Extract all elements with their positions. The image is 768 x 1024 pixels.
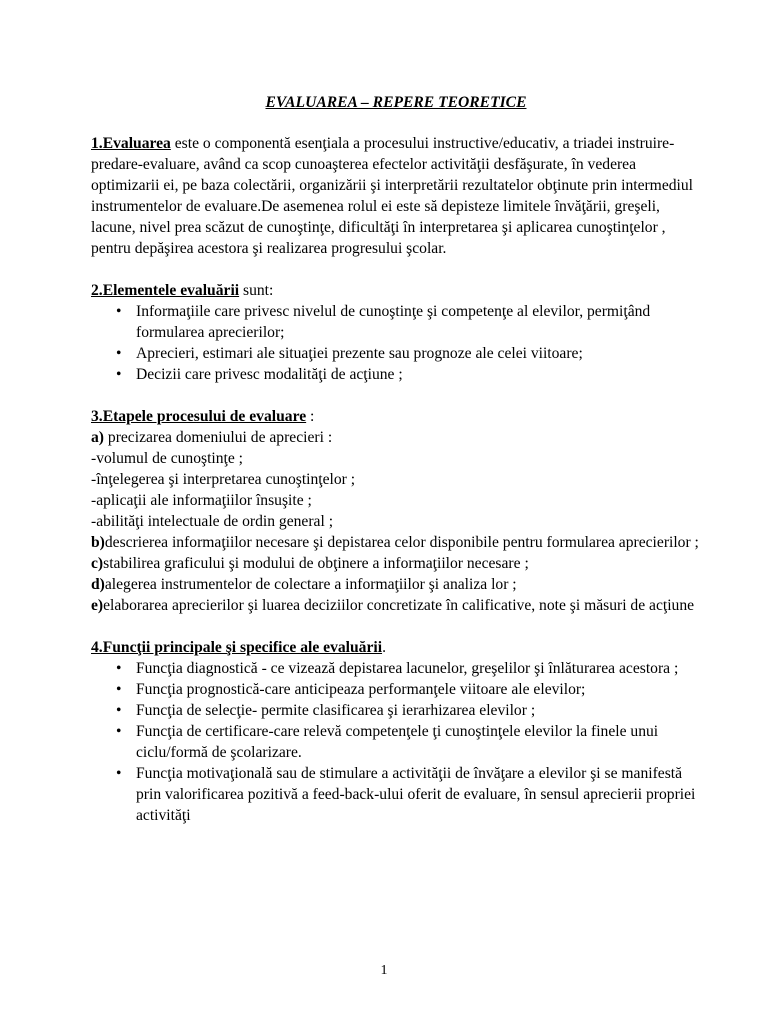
step-e-label: e)	[91, 597, 104, 614]
section-1-text: este o componentă esenţiala a procesului instructive/educativ, a triadei instruire-predare-evaluare, având ca scop cunoaşterea efectelor activităţii desfăşurate, în vederea optimizarii ei, pe baza colectării, organizării şi interpretării rezultatelor obţinute prin intermediul instrumentelor de evaluare.De asemenea rolul ei este să depisteze limitele învăţării, greşeli, lacune, nivel prea scăzut de cunoştinţe, dificultăţi în interpretarea şi aplicarea cunoştinţelor , pentru depăşirea acestora şi realizarea progresului şcolar.	[91, 135, 693, 257]
document-title: EVALUAREA – REPERE TEORETICE	[265, 94, 527, 111]
step-c	[91, 553, 701, 574]
section-4-list	[91, 658, 701, 826]
section-4-heading-line	[91, 637, 701, 658]
section-1-paragraph	[91, 133, 701, 259]
document-page	[91, 92, 701, 847]
list-item: • Decizii care privesc modalităţi de acţiune ;	[91, 364, 701, 385]
step-d	[91, 574, 701, 595]
step-a-label: a)	[91, 429, 104, 446]
step-a-sub: -abilităţi intelectuale de ordin general ;	[91, 513, 334, 530]
section-4-heading: 4.Funcţii principale şi specifice ale evaluării	[91, 639, 383, 656]
section-functii	[91, 637, 701, 826]
step-a-text: precizarea domeniului de aprecieri :	[104, 429, 333, 446]
step-a-sub: -aplicaţii ale informaţiilor însuşite ;	[91, 492, 312, 509]
section-3-heading-suffix: :	[306, 408, 315, 425]
step-b	[91, 532, 701, 553]
section-evaluarea	[91, 133, 701, 259]
list-item: • Funcţia motivaţională sau de stimulare a activităţii de învăţare a elevilor şi se manifestă prin valorificarea pozitivă a feed-back-ului oferit de evaluare, în sensul aprecierii propriei activităţi	[91, 763, 701, 826]
section-1-heading: 1.Evaluarea	[91, 135, 171, 152]
step-b-label: b)	[91, 534, 105, 551]
step-c-label: c)	[91, 555, 104, 572]
list-item: • Funcţia prognostică-care anticipeaza performanţele viitoare ale elevilor;	[91, 679, 701, 700]
section-elementele	[91, 280, 701, 385]
step-a-sub: -volumul de cunoştinţe ;	[91, 450, 244, 467]
section-etapele	[91, 406, 701, 616]
step-a-sub: -înţelegerea şi interpretarea cunoştinţelor ;	[91, 471, 356, 488]
section-2-heading-line	[91, 280, 701, 301]
section-3-heading-line	[91, 406, 701, 427]
list-item: • Funcţia de certificare-care relevă competenţele ţi cunoştinţele elevilor la finele unui ciclu/formă de şcolarizare.	[91, 721, 701, 763]
step-b-text: descrierea informaţiilor necesare şi depistarea celor disponibile pentru formularea aprecierilor ;	[104, 534, 699, 551]
step-e-text: elaborarea aprecierilor şi luarea deciziilor concretizate în calificative, note şi măsuri de acţiune	[103, 597, 695, 614]
step-d-label: d)	[91, 576, 105, 593]
section-2-list	[91, 301, 701, 385]
page-number: 1	[380, 963, 388, 978]
section-2-heading: 2.Elementele evaluării	[91, 282, 240, 299]
list-item: • Aprecieri, estimari ale situaţiei prezente sau prognoze ale celei viitoare;	[91, 343, 701, 364]
section-4-heading-suffix: .	[382, 639, 386, 656]
section-2-heading-suffix: sunt:	[239, 282, 274, 299]
list-item: • Informaţiile care privesc nivelul de cunoştinţe şi competenţe al elevilor, permiţând formularea aprecierilor;	[91, 301, 701, 343]
step-c-text: stabilirea graficului şi modului de obţinere a informaţiilor necesare ;	[103, 555, 529, 572]
step-d-text: alegerea instrumentelor de colectare a informaţiilor şi analiza lor ;	[104, 576, 517, 593]
step-a	[91, 427, 701, 448]
list-item: • Funcţia de selecţie- permite clasificarea şi ierarhizarea elevilor ;	[91, 700, 701, 721]
section-3-heading: 3.Etapele procesului de evaluare	[91, 408, 307, 425]
list-item: • Funcţia diagnostică - ce vizează depistarea lacunelor, greşelilor şi înlăturarea acestora ;	[91, 658, 701, 679]
step-e	[91, 595, 701, 616]
